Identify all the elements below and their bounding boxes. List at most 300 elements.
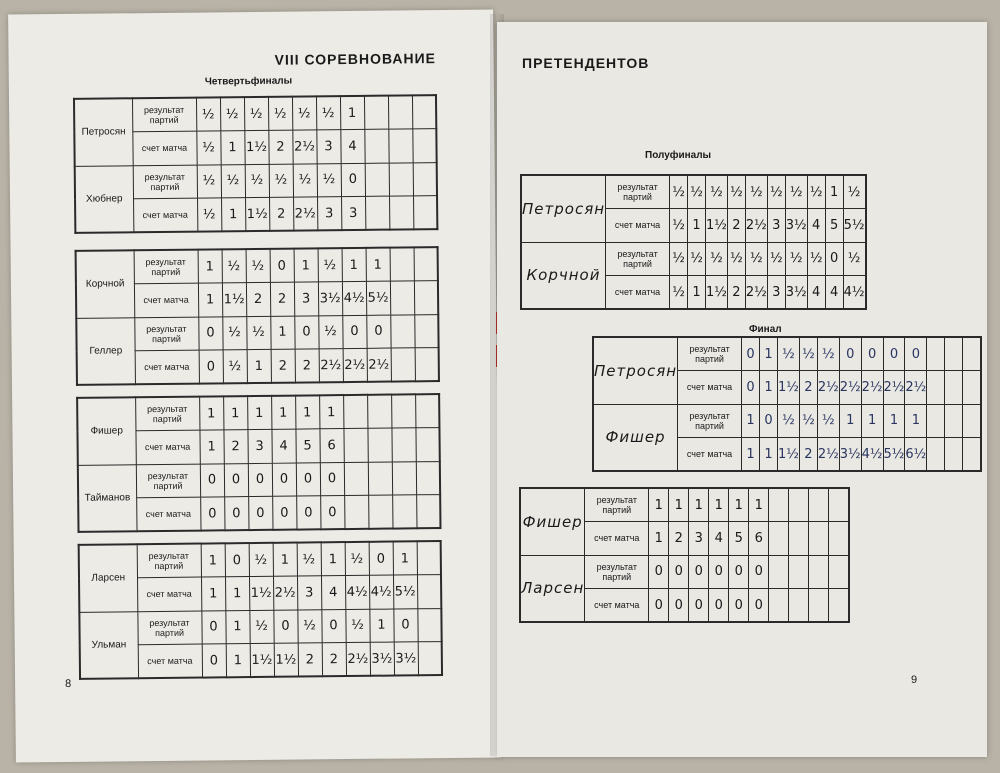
match-score-cell: [809, 522, 829, 556]
match-score-cell: ½: [196, 131, 220, 165]
player-name: Фишер: [593, 404, 678, 471]
match-score-cell: 2½: [319, 349, 343, 383]
match-score-cell: 1½: [274, 643, 298, 677]
match-score-cell: 2½: [817, 371, 839, 405]
match-table: [519, 487, 850, 623]
game-result-cell: ½: [318, 248, 342, 282]
quarterfinals-subtitle: Четвертьфиналы: [204, 75, 293, 88]
game-result-cell: 0: [200, 463, 224, 497]
match-score-cell: 0: [202, 644, 226, 678]
match-score-cell: ½: [223, 350, 247, 384]
game-result-cell: ½: [745, 242, 767, 276]
match-score-cell: 3: [689, 522, 709, 556]
match-score-cell: 2½: [293, 197, 317, 231]
score-label: счет матча: [134, 283, 198, 317]
game-result-cell: [945, 337, 963, 371]
match-score-cell: 3: [317, 197, 341, 231]
match-score-cell: 2: [268, 130, 292, 164]
match-score-cell: 0: [248, 496, 272, 530]
results-label: результат партий: [137, 611, 201, 645]
game-result-cell: [927, 404, 945, 438]
match-score-cell: [945, 371, 963, 405]
game-result-cell: 1: [669, 488, 689, 522]
match-score-cell: [417, 575, 441, 609]
match-score-cell: 2½: [745, 209, 767, 243]
game-result-cell: 1: [342, 248, 366, 282]
game-result-cell: 1: [393, 541, 417, 575]
player-name: Корчной: [521, 242, 606, 309]
game-result-cell: 1: [199, 396, 223, 430]
match-score-cell: [769, 522, 789, 556]
left-page-number: 8: [65, 677, 72, 690]
game-result-cell: 1: [294, 248, 318, 282]
semifinals-subtitle: Полуфиналы: [645, 150, 712, 161]
match-score-cell: [927, 438, 945, 472]
game-result-cell: 0: [393, 608, 417, 642]
match-score-cell: 1: [198, 283, 222, 317]
game-result-cell: 1: [223, 396, 247, 430]
match-score-cell: 1: [688, 276, 706, 310]
player-name: Корчной: [76, 250, 135, 318]
game-result-cell: [963, 404, 981, 438]
results-label: результат партий: [585, 555, 649, 589]
game-result-cell: 0: [729, 555, 749, 589]
game-result-cell: ½: [196, 97, 220, 131]
game-result-cell: ½: [317, 163, 341, 197]
game-result-cell: ½: [345, 609, 369, 643]
match-table: [75, 246, 440, 386]
match-score-cell: 3½: [370, 642, 394, 676]
match-table: [76, 393, 441, 533]
match-score-cell: [390, 281, 414, 315]
game-result-cell: ½: [246, 316, 270, 350]
game-result-cell: 1: [321, 542, 345, 576]
match-score-cell: 1½: [778, 438, 800, 472]
match-score-cell: 1: [760, 371, 778, 405]
score-label: счет матча: [606, 209, 670, 243]
player-name: Фишер: [77, 397, 136, 465]
game-result-cell: [829, 555, 849, 589]
left-page: [8, 9, 501, 762]
results-label: результат партий: [136, 464, 200, 498]
game-result-cell: 0: [320, 462, 344, 496]
match-score-cell: 0: [709, 589, 729, 623]
match-score-cell: 6½: [905, 438, 927, 472]
game-result-cell: ½: [222, 249, 246, 283]
match-score-cell: [829, 589, 849, 623]
game-result-cell: 0: [225, 543, 249, 577]
score-label: счет матча: [606, 276, 670, 310]
match-score-cell: 2½: [839, 371, 861, 405]
match-score-cell: 3½: [839, 438, 861, 472]
game-result-cell: [769, 488, 789, 522]
game-result-cell: 0: [201, 610, 225, 644]
results-row: [74, 95, 436, 132]
game-result-cell: ½: [727, 242, 745, 276]
match-score-cell: 1: [201, 577, 225, 611]
match-score-cell: 4: [807, 209, 825, 243]
game-result-cell: [963, 337, 981, 371]
match-score-cell: 0: [689, 589, 709, 623]
right-page-number: 9: [911, 674, 918, 686]
match-score-cell: 2: [727, 209, 745, 243]
match-score-cell: [418, 642, 442, 676]
match-score-cell: 2: [295, 349, 319, 383]
match-score-cell: [344, 495, 368, 529]
match-score-cell: 4: [825, 276, 843, 310]
game-result-cell: 0: [341, 163, 365, 197]
match-score-cell: [413, 196, 437, 230]
player-name: Ульман: [79, 611, 138, 679]
match-score-cell: 1: [199, 430, 223, 464]
player-name: Геллер: [76, 317, 135, 385]
game-result-cell: ½: [688, 175, 706, 209]
match-score-cell: 3: [297, 576, 321, 610]
results-label: результат партий: [585, 488, 649, 522]
game-result-cell: 0: [905, 337, 927, 371]
game-result-cell: 1: [749, 488, 769, 522]
match-score-cell: 6: [319, 429, 343, 463]
results-row: [76, 314, 438, 351]
game-result-cell: ½: [249, 543, 273, 577]
game-result-cell: ½: [221, 164, 245, 198]
game-result-cell: 1: [270, 316, 294, 350]
match-score-cell: ½: [197, 198, 221, 232]
match-score-cell: 4: [271, 429, 295, 463]
score-label: счет матча: [585, 522, 649, 556]
match-score-cell: 5: [825, 209, 843, 243]
score-label: счет матча: [133, 198, 197, 232]
player-name: Ларсен: [520, 555, 585, 622]
results-label: результат партий: [135, 397, 199, 431]
match-table: [520, 174, 867, 310]
match-score-cell: 0: [669, 589, 689, 623]
game-result-cell: ½: [318, 315, 342, 349]
game-result-cell: [367, 395, 391, 429]
match-score-cell: 1: [742, 438, 760, 472]
match-score-cell: 1½: [250, 643, 274, 677]
game-result-cell: 0: [248, 463, 272, 497]
game-result-cell: [789, 488, 809, 522]
match-score-cell: ½: [670, 276, 688, 310]
game-result-cell: 1: [319, 395, 343, 429]
game-result-cell: [414, 314, 438, 348]
game-result-cell: 1: [742, 404, 760, 438]
game-result-cell: [417, 608, 441, 642]
game-result-cell: ½: [670, 175, 688, 209]
match-score-cell: 1½: [249, 576, 273, 610]
match-score-cell: 1: [760, 438, 778, 472]
player-name: Фишер: [520, 488, 585, 555]
game-result-cell: 0: [709, 555, 729, 589]
match-score-cell: [415, 348, 439, 382]
match-score-cell: [367, 428, 391, 462]
game-result-cell: ½: [293, 163, 317, 197]
match-score-cell: 5: [295, 429, 319, 463]
results-label: результат партий: [134, 317, 198, 351]
game-result-cell: [343, 395, 367, 429]
game-result-cell: ½: [799, 404, 817, 438]
game-result-cell: 1: [225, 610, 249, 644]
game-result-cell: [390, 247, 414, 281]
match-score-cell: 2½: [905, 371, 927, 405]
match-score-cell: 3½: [318, 282, 342, 316]
results-row: [593, 404, 981, 438]
game-result-cell: 0: [270, 249, 294, 283]
match-score-cell: [365, 196, 389, 230]
game-result-cell: 1: [839, 404, 861, 438]
results-label: результат партий: [133, 165, 197, 199]
match-score-cell: [945, 438, 963, 472]
game-result-cell: ½: [297, 542, 321, 576]
results-row: [79, 608, 441, 645]
game-result-cell: [391, 394, 415, 428]
match-score-cell: 5½: [843, 209, 865, 243]
game-result-cell: ½: [670, 242, 688, 276]
game-result-cell: [809, 555, 829, 589]
game-result-cell: [769, 555, 789, 589]
results-label: результат партий: [137, 544, 201, 578]
game-result-cell: 1: [883, 404, 905, 438]
match-score-cell: 0: [272, 496, 296, 530]
game-result-cell: 0: [272, 463, 296, 497]
game-result-cell: [789, 555, 809, 589]
match-table: [73, 94, 438, 234]
game-result-cell: ½: [785, 175, 807, 209]
game-result-cell: ½: [297, 609, 321, 643]
game-result-cell: 0: [273, 610, 297, 644]
results-row: [520, 555, 849, 589]
game-result-cell: [413, 162, 437, 196]
match-score-cell: 5½: [366, 281, 390, 315]
score-label: счет матча: [585, 589, 649, 623]
score-label: счет матча: [136, 497, 200, 531]
game-result-cell: ½: [767, 175, 785, 209]
match-score-cell: 1: [688, 209, 706, 243]
match-score-cell: 4½: [369, 575, 393, 609]
game-result-cell: 0: [294, 315, 318, 349]
match-score-cell: 2: [246, 282, 270, 316]
game-result-cell: 0: [366, 315, 390, 349]
match-score-cell: 2½: [346, 642, 370, 676]
match-score-cell: 2: [269, 197, 293, 231]
game-result-cell: 1: [369, 609, 393, 643]
game-result-cell: ½: [197, 164, 221, 198]
game-result-cell: 0: [224, 463, 248, 497]
match-score-cell: [416, 495, 440, 529]
match-score-cell: 1: [220, 131, 244, 165]
match-score-cell: 3: [294, 282, 318, 316]
game-result-cell: ½: [727, 175, 745, 209]
game-result-cell: 1: [825, 175, 843, 209]
game-result-cell: 0: [369, 542, 393, 576]
match-score-cell: 3: [767, 209, 785, 243]
results-row: [521, 175, 866, 209]
game-result-cell: 0: [342, 315, 366, 349]
match-score-cell: [927, 371, 945, 405]
game-result-cell: 1: [366, 248, 390, 282]
game-result-cell: ½: [245, 164, 269, 198]
game-result-cell: [368, 462, 392, 496]
score-label: счет матча: [138, 644, 202, 678]
match-score-cell: 2½: [817, 438, 839, 472]
results-row: [593, 337, 981, 371]
match-score-cell: 1½: [706, 209, 728, 243]
game-result-cell: ½: [345, 542, 369, 576]
match-score-cell: 4: [807, 276, 825, 310]
match-score-cell: 2: [799, 371, 817, 405]
game-result-cell: 1: [649, 488, 669, 522]
game-result-cell: [390, 314, 414, 348]
match-score-cell: 5½: [393, 575, 417, 609]
left-page-title: VIII СОРЕВНОВАНИЕ: [274, 50, 437, 68]
game-result-cell: 1: [760, 337, 778, 371]
player-name: Хюбнер: [75, 165, 134, 233]
game-result-cell: 1: [271, 396, 295, 430]
results-label: результат партий: [134, 250, 198, 284]
game-result-cell: 0: [198, 316, 222, 350]
game-result-cell: [392, 461, 416, 495]
match-score-cell: 2½: [883, 371, 905, 405]
game-result-cell: ½: [785, 242, 807, 276]
match-score-cell: [415, 428, 439, 462]
results-label: результат партий: [678, 337, 742, 371]
match-score-cell: 1½: [244, 130, 268, 164]
match-score-cell: 4½: [342, 281, 366, 315]
results-row: [79, 541, 441, 578]
match-score-cell: 3: [247, 429, 271, 463]
game-result-cell: [809, 488, 829, 522]
match-score-cell: 5: [729, 522, 749, 556]
match-score-cell: [769, 589, 789, 623]
game-result-cell: 0: [742, 337, 760, 371]
score-label: счет матча: [135, 350, 199, 384]
match-score-cell: [414, 281, 438, 315]
game-result-cell: 0: [883, 337, 905, 371]
game-result-cell: [365, 163, 389, 197]
match-score-cell: 2: [322, 643, 346, 677]
game-result-cell: 0: [296, 462, 320, 496]
game-result-cell: [388, 95, 412, 129]
match-score-cell: 3: [341, 196, 365, 230]
game-result-cell: 0: [321, 609, 345, 643]
results-row: [77, 394, 439, 431]
right-page-title: ПРЕТЕНДЕНТОВ: [522, 55, 650, 71]
game-result-cell: ½: [688, 242, 706, 276]
match-score-cell: 1½: [222, 283, 246, 317]
match-score-cell: 2½: [343, 348, 367, 382]
match-score-cell: ½: [670, 209, 688, 243]
game-result-cell: [389, 162, 413, 196]
game-result-cell: 0: [749, 555, 769, 589]
game-result-cell: [344, 462, 368, 496]
game-result-cell: ½: [807, 242, 825, 276]
game-result-cell: 1: [729, 488, 749, 522]
game-result-cell: ½: [269, 164, 293, 198]
game-result-cell: 1: [201, 543, 225, 577]
game-result-cell: [927, 337, 945, 371]
player-name: Тайманов: [78, 464, 137, 532]
right-page: [497, 22, 987, 757]
match-score-cell: 2: [270, 282, 294, 316]
game-result-cell: 1: [861, 404, 883, 438]
match-score-cell: [789, 589, 809, 623]
game-result-cell: ½: [767, 242, 785, 276]
match-score-cell: 2½: [273, 576, 297, 610]
results-row: [75, 162, 437, 199]
match-score-cell: 0: [224, 497, 248, 531]
game-result-cell: ½: [249, 610, 273, 644]
game-result-cell: 1: [709, 488, 729, 522]
game-result-cell: ½: [817, 404, 839, 438]
game-result-cell: [417, 541, 441, 575]
match-score-cell: 2½: [367, 348, 391, 382]
game-result-cell: [416, 461, 440, 495]
results-row: [78, 461, 440, 498]
match-score-cell: 4½: [861, 438, 883, 472]
match-score-cell: 0: [199, 350, 223, 384]
match-score-cell: [391, 428, 415, 462]
results-row: [521, 242, 866, 276]
player-name: Петросян: [74, 98, 133, 166]
match-score-cell: 3½: [394, 642, 418, 676]
game-result-cell: 1: [273, 543, 297, 577]
match-score-cell: 1½: [706, 276, 728, 310]
match-score-cell: 2: [799, 438, 817, 472]
game-result-cell: ½: [843, 242, 865, 276]
game-result-cell: 1: [689, 488, 709, 522]
match-table: [592, 336, 982, 472]
player-name: Петросян: [593, 337, 678, 404]
match-table: [78, 540, 443, 680]
game-result-cell: ½: [292, 96, 316, 130]
match-score-cell: 2: [669, 522, 689, 556]
player-name: Петросян: [521, 175, 606, 242]
match-score-cell: [789, 522, 809, 556]
match-score-cell: 2: [223, 430, 247, 464]
match-score-cell: [343, 428, 367, 462]
game-result-cell: [829, 488, 849, 522]
match-score-cell: 4½: [843, 276, 865, 310]
match-score-cell: 0: [749, 589, 769, 623]
match-score-cell: [829, 522, 849, 556]
game-result-cell: 1: [198, 249, 222, 283]
game-result-cell: [415, 394, 439, 428]
results-row: [76, 247, 438, 284]
match-score-cell: 3: [316, 130, 340, 164]
match-score-cell: 3: [767, 276, 785, 310]
match-score-cell: 2½: [861, 371, 883, 405]
game-result-cell: 0: [760, 404, 778, 438]
match-score-cell: 4½: [345, 575, 369, 609]
match-score-cell: 0: [320, 496, 344, 530]
game-result-cell: ½: [817, 337, 839, 371]
score-label: счет матча: [137, 577, 201, 611]
game-result-cell: ½: [807, 175, 825, 209]
game-result-cell: [412, 95, 436, 129]
game-result-cell: 0: [689, 555, 709, 589]
game-result-cell: 0: [839, 337, 861, 371]
match-score-cell: 5½: [883, 438, 905, 472]
game-result-cell: [364, 96, 388, 130]
game-result-cell: 1: [905, 404, 927, 438]
game-result-cell: ½: [246, 249, 270, 283]
match-score-cell: 0: [649, 589, 669, 623]
match-score-cell: 1: [649, 522, 669, 556]
game-result-cell: 0: [861, 337, 883, 371]
game-result-cell: ½: [268, 97, 292, 131]
player-name: Ларсен: [79, 544, 138, 612]
